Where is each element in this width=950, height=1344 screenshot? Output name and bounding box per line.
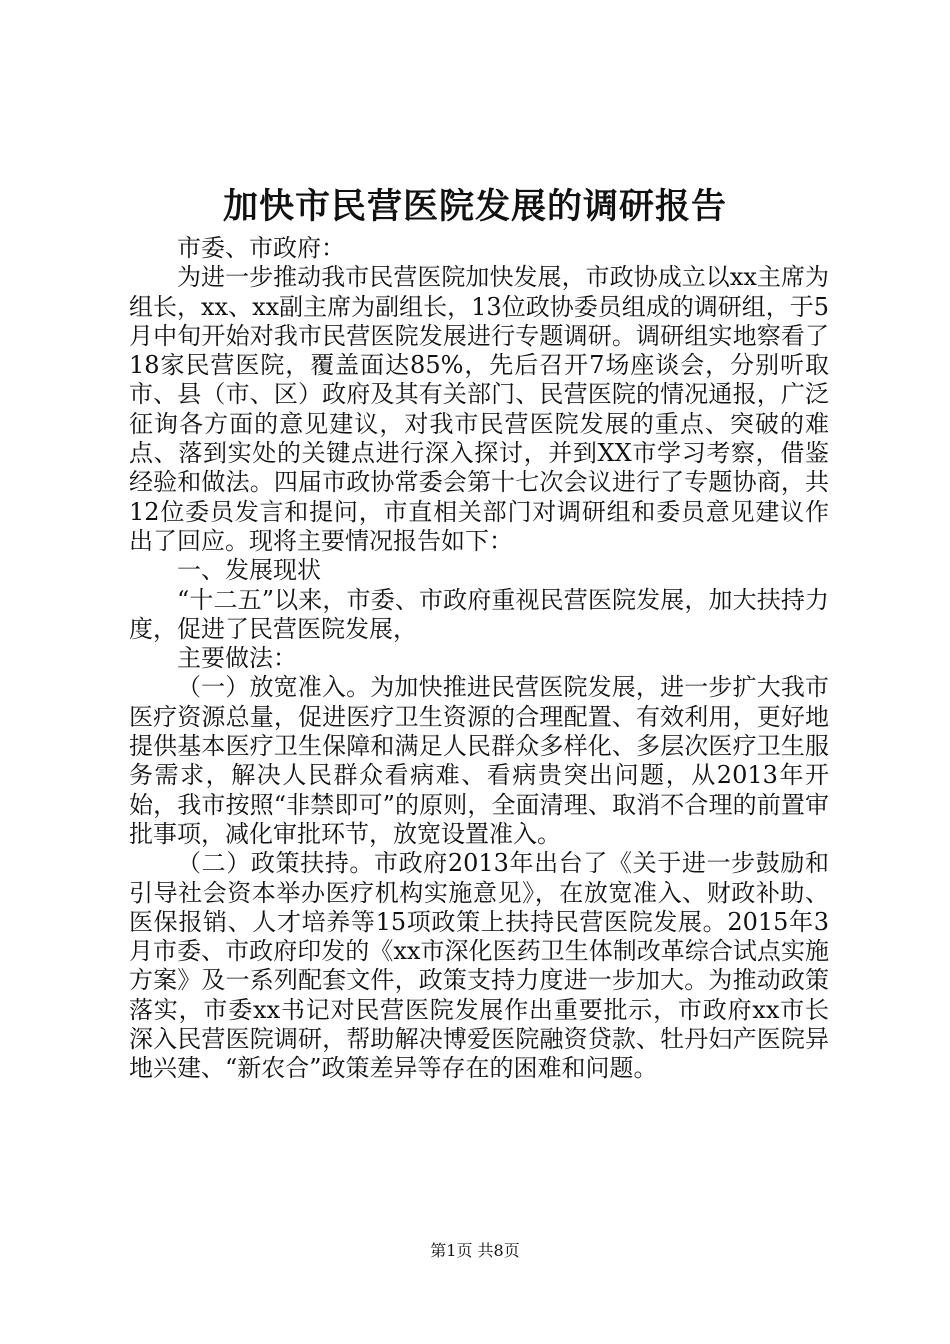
item-paragraph-1: （一）放宽准入。为加快推进民营医院发展，进一步扩大我市医疗资源总量，促进医疗卫生资源的合理配置、有效利用，更好地提供基本医疗卫生保障和满足人民群众多样化、多层次医疗卫生服务需求，解决人民群众看病难、看病贵突出问题，从2013年开始，我市按照“非禁即可”的原则，全面清理、取消不合理的前置审批事项，减化审批环节，放宽设置准入。 xyxy=(129,673,829,848)
document-body xyxy=(129,234,829,1084)
intro-paragraph: 为进一步推动我市民营医院加快发展，市政协成立以xx主席为组长，xx、xx副主席为副组长，13位政协委员组成的调研组，于5月中旬开始对我市民营医院发展进行专题调研。调研组实地察看了18家民营医院，覆盖面达85%，先后召开7场座谈会，分别听取市、县（市、区）政府及其有关部门、民营医院的情况通报，广泛征询各方面的意见建议，对我市民营医院发展的重点、突破的难点、落到实处的关键点进行深入探讨，并到XX市学习考察，借鉴经验和做法。四届市政协常委会第十七次会议进行了专题协商，共12位委员发言和提问，市直相关部门对调研组和委员意见建议作出了回应。现将主要情况报告如下： xyxy=(129,263,829,555)
page-number-footer: 第1页 共8页 xyxy=(430,1241,520,1260)
section-heading: 一、发展现状 xyxy=(177,556,321,585)
methods-heading: 主要做法： xyxy=(177,644,297,673)
document-title: 加快市民营医院发展的调研报告 xyxy=(222,186,727,227)
item-paragraph-2: （二）政策扶持。市政府2013年出台了《关于进一步鼓励和引导社会资本举办医疗机构实施意见》，在放宽准入、财政补助、医保报销、人才培养等15项政策上扶持民营医院发展。2015年3月市委、市政府印发的《xx市深化医药卫生体制改革综合试点实施方案》及一系列配套文件，政策支持力度进一步加大。为推动政策落实，市委xx书记对民营医院发展作出重要批示，市政府xx市长深入民营医院调研，帮助解决博爱医院融资贷款、牡丹妇产医院异地兴建、“新农合”政策差异等存在的困难和问题。 xyxy=(129,849,829,1083)
salutation: 市委、市政府： xyxy=(177,234,345,262)
section-paragraph: “十二五”以来，市委、市政府重视民营医院发展，加大扶持力度，促进了民营医院发展， xyxy=(129,585,829,643)
